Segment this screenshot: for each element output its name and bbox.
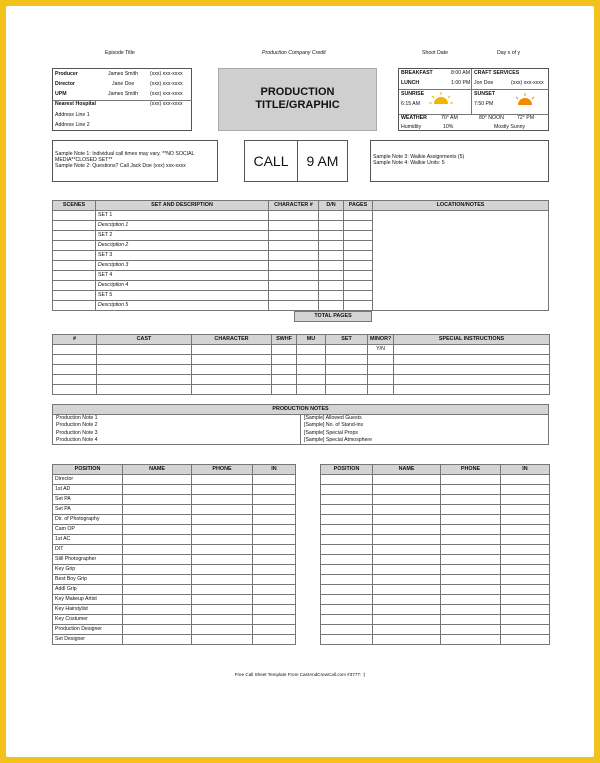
table-row	[53, 475, 296, 485]
breakfast-time: 8:00 AM	[451, 70, 471, 76]
table-row	[53, 291, 373, 301]
table-row	[321, 575, 550, 585]
set-name: SET 5	[96, 291, 269, 301]
note-line: Sample Note 3: Walkie Assignments (5)	[373, 154, 465, 160]
call-time: 9 AM	[306, 153, 339, 169]
col-header: CHARACTER #	[269, 201, 319, 211]
col-header: SWHF	[272, 335, 297, 345]
crew-position: Key Costumer	[53, 615, 123, 625]
divider	[399, 89, 549, 90]
table-row	[321, 595, 550, 605]
col-header: SCENES	[53, 201, 96, 211]
table-row	[53, 485, 296, 495]
crew-position: Set Designer	[53, 635, 123, 645]
set-description: Description 4	[96, 281, 269, 291]
table-row	[321, 495, 550, 505]
crew-position: Still Photographer	[53, 555, 123, 565]
scenes-table	[52, 200, 373, 311]
table-row	[53, 375, 550, 385]
weather-summary: Mostly Sunny	[494, 124, 526, 130]
crew-position: Key Makeup Artist	[53, 595, 123, 605]
note-line: Sample Note 4: Walkie Units: 5	[373, 160, 445, 166]
table-row	[53, 595, 296, 605]
table-row	[53, 585, 296, 595]
set-description: Description 3	[96, 261, 269, 271]
table-row	[53, 211, 373, 221]
crew-position: DIT	[53, 545, 123, 555]
table-row	[53, 525, 296, 535]
col-header: LOCATION/NOTES	[373, 201, 549, 211]
crew-table-right	[320, 464, 550, 645]
production-notes	[52, 404, 549, 445]
title-graphic	[218, 68, 377, 131]
weather-am: 70° AM	[441, 115, 458, 121]
note-line: MEDIA**CLOSED SET**	[55, 157, 113, 163]
table-row	[53, 251, 373, 261]
production-note: [Sample] No. of Stand-ins	[304, 422, 364, 429]
table-row	[53, 231, 373, 241]
episode-title: Episode Title	[105, 50, 135, 56]
set-name: SET 3	[96, 251, 269, 261]
title-line-2: TITLE/GRAPHIC	[255, 99, 340, 111]
set-name: SET 4	[96, 271, 269, 281]
production-note: [Sample] Special Props	[304, 429, 358, 436]
col-header: MINOR?	[368, 335, 394, 345]
table-row	[321, 605, 550, 615]
contact-phone: (xxx) xxx-xxxx	[150, 81, 183, 87]
hospital-label: Nearest Hospital	[55, 101, 96, 107]
table-row	[53, 535, 296, 545]
humidity-label: Humidity	[401, 124, 422, 130]
cast-table	[52, 334, 550, 395]
set-description: Description 5	[96, 301, 269, 311]
crew-position: Best Boy Grip	[53, 575, 123, 585]
sunset-label: SUNSET	[474, 91, 496, 97]
humidity-value: 10%	[443, 124, 454, 130]
production-notes-header: PRODUCTION NOTES	[53, 405, 549, 415]
breakfast-label: BREAKFAST	[401, 70, 433, 76]
set-name: SET 1	[96, 211, 269, 221]
contact-phone: (xxx) xxx-xxxx	[150, 71, 183, 77]
weather-noon: 80° NOON	[479, 115, 504, 121]
contact-role: UPM	[55, 91, 67, 97]
crew-position: 1st AD	[53, 485, 123, 495]
col-header: IN	[252, 465, 295, 475]
table-row	[53, 505, 296, 515]
table-row	[53, 385, 550, 395]
col-header: SET	[326, 335, 368, 345]
notes-right-box	[370, 140, 549, 182]
table-row	[321, 565, 550, 575]
table-row	[321, 625, 550, 635]
production-note: Production Note 4	[56, 436, 98, 443]
production-note: Production Note 2	[56, 422, 98, 429]
table-row	[53, 301, 373, 311]
sunset-icon	[513, 92, 537, 104]
footer-credit: Free Call Sheet Template From CastAndCrewCall.com #3777: :)	[234, 672, 366, 677]
table-row	[321, 635, 550, 645]
production-note: Production Note 1	[56, 415, 98, 422]
col-header: MU	[297, 335, 326, 345]
col-header: D/N	[319, 201, 344, 211]
table-row	[53, 515, 296, 525]
note-line: Sample Note 1: Individual call times may vary. **NO SOCIAL	[55, 151, 195, 157]
set-name: SET 2	[96, 231, 269, 241]
table-row	[321, 485, 550, 495]
table-row	[321, 505, 550, 515]
col-header: #	[53, 335, 97, 345]
shoot-date: Shoot Date	[422, 50, 448, 56]
table-row	[53, 625, 296, 635]
note-line: Sample Note 2: Questions? Call Jack Doe (xxx) xxx-xxxx	[55, 163, 186, 169]
sunrise-label: SUNRISE	[401, 91, 425, 97]
total-pages-label: TOTAL PAGES	[295, 312, 372, 322]
col-header: CHARACTER	[192, 335, 272, 345]
production-note: Production Note 3	[56, 429, 98, 436]
table-row	[53, 615, 296, 625]
table-row	[321, 535, 550, 545]
table-row	[53, 555, 296, 565]
hospital-address-1: Address Line 1	[55, 112, 90, 118]
call-time-box	[244, 140, 348, 182]
contact-role: Producer	[55, 71, 78, 77]
hospital-phone: (xxx) xxx-xxxx	[150, 101, 183, 107]
production-company: Production Company Credit	[262, 50, 326, 56]
set-description: Description 2	[96, 241, 269, 251]
production-note: [Sample] Special Atmosphere	[304, 436, 373, 443]
col-header: POSITION	[53, 465, 123, 475]
table-row	[53, 261, 373, 271]
crew-position: Key Grip	[53, 565, 123, 575]
contacts-box	[52, 68, 192, 131]
lunch-label: LUNCH	[401, 80, 420, 86]
weather-label: WEATHER	[401, 115, 427, 121]
crew-position: Production Designer	[53, 625, 123, 635]
table-row	[321, 585, 550, 595]
table-row	[53, 605, 296, 615]
table-row	[321, 515, 550, 525]
table-row	[321, 525, 550, 535]
col-header: POSITION	[321, 465, 373, 475]
crew-position: Dir. of Photography	[53, 515, 123, 525]
contact-name: James Smith	[108, 71, 138, 77]
col-header: IN	[501, 465, 550, 475]
col-header: SET AND DESCRIPTION	[96, 201, 269, 211]
table-row	[53, 565, 296, 575]
crew-position: 1st AC	[53, 535, 123, 545]
total-pages	[294, 311, 372, 322]
contact-name: Jane Doe	[112, 81, 135, 87]
day-of: Day x of y	[497, 50, 521, 56]
hospital-address-2: Address Line 2	[55, 122, 90, 128]
sunrise-icon	[429, 91, 453, 103]
location-table	[372, 200, 549, 311]
col-header: CAST	[97, 335, 192, 345]
col-header: PHONE	[441, 465, 501, 475]
set-description: Description 1	[96, 221, 269, 231]
contact-phone: (xxx) xxx-xxxx	[150, 91, 183, 97]
call-sheet-page	[6, 6, 594, 757]
notes-left-box	[52, 140, 218, 182]
crew-position: Addl Grip	[53, 585, 123, 595]
table-row	[53, 355, 550, 365]
sunset-time: 7:50 PM	[474, 101, 494, 107]
call-label: CALL	[253, 153, 289, 169]
col-header: NAME	[373, 465, 441, 475]
table-row	[321, 475, 550, 485]
craft-services-name: Jon Doe	[474, 80, 494, 86]
crew-position: Key Hairstylist	[53, 605, 123, 615]
col-header: PHONE	[192, 465, 253, 475]
schedule-weather-box	[398, 68, 549, 131]
table-row	[53, 575, 296, 585]
crew-table-left	[52, 464, 296, 645]
table-row	[53, 495, 296, 505]
table-row	[321, 555, 550, 565]
table-row	[53, 221, 373, 231]
contact-role: Director	[55, 81, 75, 87]
table-row	[53, 635, 296, 645]
sunrise-time: 6:15 AM	[401, 101, 421, 107]
contact-name: James Smith	[108, 91, 138, 97]
table-row	[53, 365, 550, 375]
weather-pm: 72° PM	[517, 115, 535, 121]
col-header: PAGES	[344, 201, 373, 211]
table-row	[53, 345, 550, 355]
crew-position: Set PA	[53, 505, 123, 515]
craft-services-label: CRAFT SERVICES	[474, 70, 520, 76]
production-note: [Sample] Allowed Guests	[304, 415, 362, 422]
table-row	[321, 615, 550, 625]
table-row	[53, 271, 373, 281]
minor-value: Y/N	[368, 345, 394, 355]
craft-services-phone: (xxx) xxx-xxxx	[511, 80, 544, 86]
lunch-time: 1:00 PM	[451, 80, 471, 86]
col-header: SPECIAL INSTRUCTIONS	[394, 335, 550, 345]
crew-position: Director	[53, 475, 123, 485]
crew-position: Set PA	[53, 495, 123, 505]
title-line-1: PRODUCTION	[260, 86, 335, 98]
table-row	[53, 241, 373, 251]
table-row	[53, 281, 373, 291]
col-header: NAME	[123, 465, 192, 475]
divider	[471, 69, 472, 114]
crew-position: Cam OP	[53, 525, 123, 535]
table-row	[321, 545, 550, 555]
table-row	[53, 545, 296, 555]
